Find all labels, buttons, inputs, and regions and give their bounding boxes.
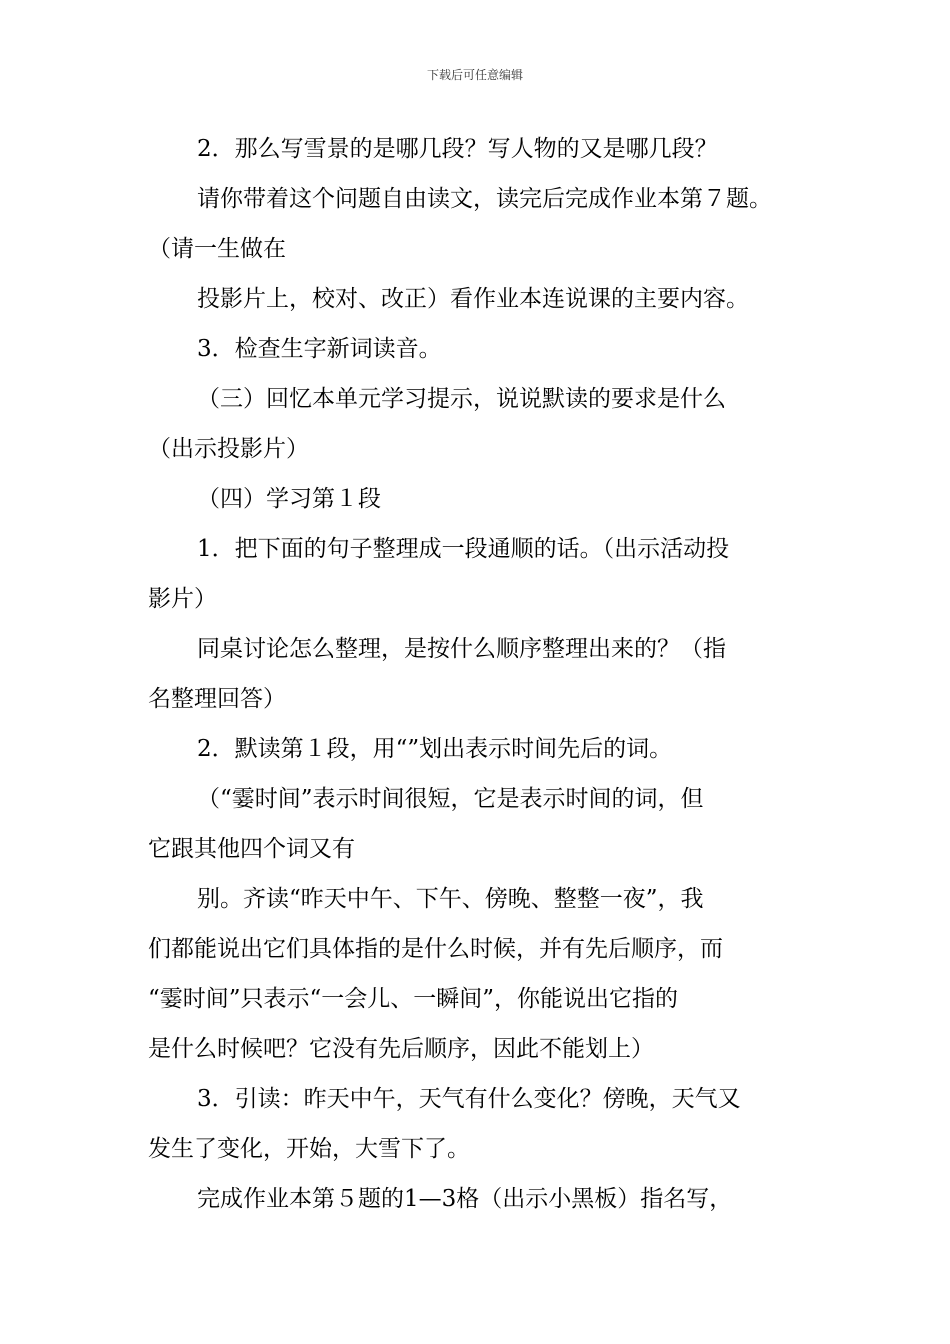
text-line: 别。齐读“昨天中午、下午、傍晚、整整一夜”，我	[197, 886, 704, 912]
text-line: 它跟其他四个词又有	[148, 836, 355, 862]
text-line: 3．引读：昨天中午，天气有什么变化？傍晚，天气又	[197, 1086, 741, 1112]
text-line: 发生了变化，开始，大雪下了。	[148, 1136, 470, 1162]
text-line: 完成作业本第５题的1—3格（出示小黑板）指名写，	[197, 1186, 733, 1212]
text-line: （“霎时间”表示时间很短，它是表示时间的词，但	[197, 786, 704, 812]
header-note: 下载后可任意编辑	[426, 68, 523, 82]
text-line: 是什么时候吧？它没有先后顺序，因此不能划上）	[148, 1036, 654, 1062]
text-line: （三）回忆本单元学习提示，说说默读的要求是什么	[197, 386, 726, 412]
text-line: “霎时间”只表示“一会儿、一瞬间”，你能说出它指的	[148, 986, 679, 1012]
text-line: 同桌讨论怎么整理，是按什么顺序整理出来的？（指	[197, 636, 726, 662]
text-line: 2．那么写雪景的是哪几段？写人物的又是哪几段？	[197, 136, 718, 162]
text-line: 影片）	[148, 586, 217, 612]
text-line: （请一生做在	[148, 236, 286, 262]
text-line: 名整理回答）	[148, 686, 286, 712]
text-line: 请你带着这个问题自由读文，读完后完成作业本第７题。	[197, 186, 772, 212]
text-line: 1．把下面的句子整理成一段通顺的话。（出示活动投	[197, 536, 730, 562]
text-line: 投影片上，校对、改正）看作业本连说课的主要内容。	[197, 286, 749, 312]
text-line: （四）学习第１段	[197, 486, 381, 512]
text-line: 2．默读第１段，用“”划出表示时间先后的词。	[197, 736, 673, 762]
text-line: （出示投影片）	[148, 436, 309, 462]
text-line: 们都能说出它们具体指的是什么时候，并有先后顺序，而	[148, 936, 723, 962]
text-line: 3．检查生字新词读音。	[197, 336, 442, 362]
